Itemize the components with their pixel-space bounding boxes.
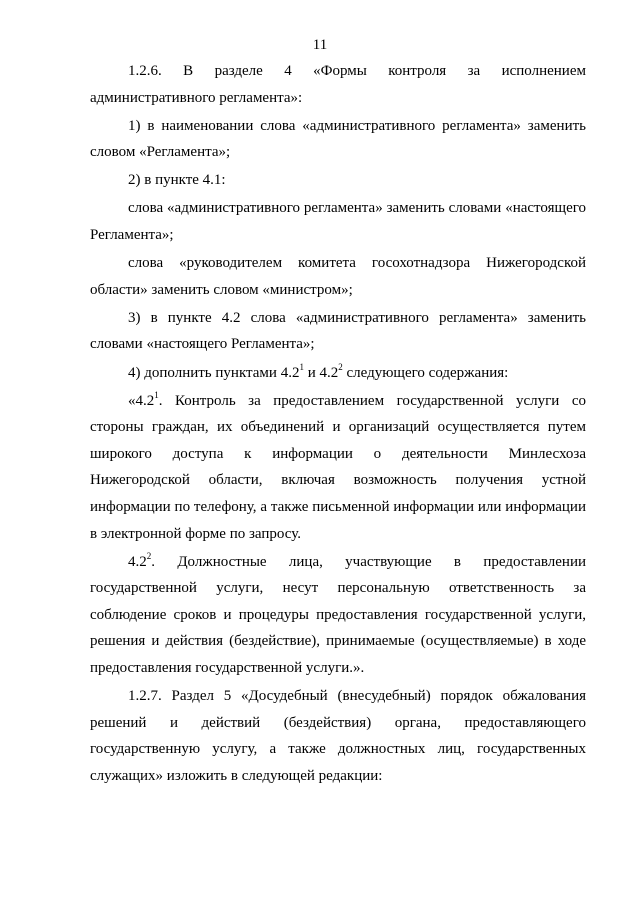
paragraph-1-2-6: 1.2.6. В разделе 4 «Формы контроля за исполнением административного регламента»:	[90, 63, 586, 106]
document-body	[90, 58, 586, 790]
paragraph-4-2-1: «$4.2^1$. Контроль за предоставлением государственной услуги со стороны граждан, их объединений и организаций осуществляется путем широкого доступа к информации о деятельности Минлесхоза Нижегородской области, включая возможность получения устной информации по телефону, а также письменной информации или информации в электронной форме по запросу.	[90, 389, 586, 542]
paragraph-item-4: 4) дополнить пунктами $4.2^1$ и $4.2^2$ следующего содержания:	[128, 361, 509, 381]
paragraph-item-1: 1) в наименовании слова «административного регламента» заменить словом «Регламента»;	[90, 117, 586, 161]
paragraph-item-2: 2) в пункте 4.1:	[128, 172, 226, 189]
paragraph-4-2-2: $4.2^2$. Должностные лица, участвующие в предоставлении государственной услуги, несут персональную ответственность за соблюдение сроков и процедуры предоставления государственной услуги, решения и действия (бездействие), принимаемые (осуществляемые) в ходе предоставления государственной услуги.».	[90, 550, 586, 677]
paragraph-words-regulation: слова «административного регламента» заменить словами «настоящего Регламента»;	[90, 200, 586, 244]
page-number: 11	[312, 37, 328, 53]
paragraph-words-head: слова «руководителем комитета госохотнадзора Нижегородской области» заменить словом «министром»;	[90, 255, 586, 298]
paragraph-item-3: 3) в пункте 4.2 слова «административного регламента» заменить словами «настоящего Регламента»;	[90, 309, 586, 353]
paragraph-1-2-7: 1.2.7. Раздел 5 «Досудебный (внесудебный) порядок обжалования решений и действий (бездействия) органа, предоставляющего государственную услугу, а также должностных лиц, государственных служащих» изложить в следующей редакции:	[90, 688, 586, 784]
